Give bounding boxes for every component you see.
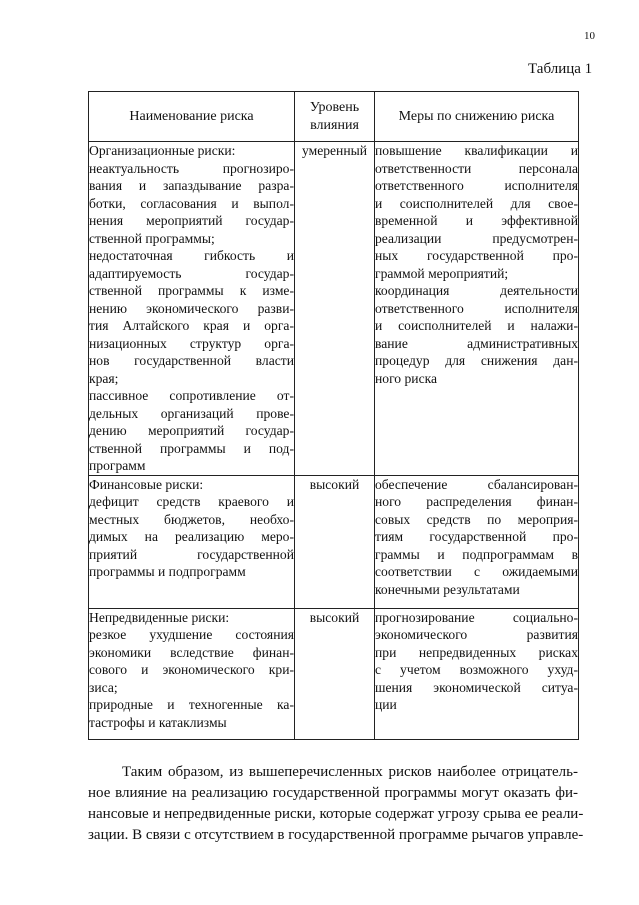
risk-name-line: адаптируемость государ- [89,265,294,281]
table-row [89,142,579,476]
risk-name-line: зиса; [89,679,118,695]
mitigation-measures-line: ответственного исполнителя [375,300,578,316]
mitigation-measures-line: экономического развития [375,627,578,642]
risk-name-line: ственной программы; [89,230,215,246]
risk-name-line: пассивное сопротивление от- [89,388,294,403]
risk-name-line: ственной программы и под- [89,440,294,456]
risk-name-line: Финансовые риски: [89,476,204,492]
risk-name-line: нения мероприятий государ- [89,213,294,228]
risk-name-line: димых на реализацию меро- [89,529,294,544]
table-row [89,608,579,739]
mitigation-measures-line: тиям государственной про- [375,529,578,544]
impact-level-cell [295,608,375,739]
risk-name-cell [89,475,295,608]
risk-name-line: сового и экономического кри- [89,662,294,677]
header-impact-level-line1: Уровень [309,99,360,115]
mitigation-measures-line: ного риска [375,370,438,386]
mitigation-measures-line: при непредвиденных рисках [375,644,578,660]
risk-table [88,91,579,740]
risk-name-line: местных бюджетов, необхо- [89,511,294,527]
mitigation-measures-line: с учетом возможного ухуд- [375,662,578,677]
header-impact-level [295,92,375,142]
header-risk-name-text: Наименование риска [129,108,254,124]
mitigation-measures-line: повышение квалификации и [375,143,578,158]
mitigation-measures-line: ции [375,697,397,712]
risk-name-line: вания и запаздывание разра- [89,178,294,193]
mitigation-measures-line: ных государственной про- [375,248,578,263]
mitigation-measures-line: шения экономической ситуа- [375,679,578,695]
risk-name-line: ботки, согласования и выпол- [89,195,294,211]
table-caption: Таблица 1 [528,61,593,77]
mitigation-measures-line: ответственности персонала [375,160,578,176]
risk-name-line: экономики вследствие финан- [89,644,294,660]
impact-level-value: высокий [309,476,360,492]
risk-name-line: ственной программы к изме- [89,283,294,298]
risk-name-line: дению мероприятий государ- [89,423,294,438]
risk-name-line: природные и техногенные ка- [89,697,294,712]
mitigation-measures-line: граммой мероприятий; [375,265,509,281]
risk-name-cell [89,608,295,739]
summary-paragraph [88,762,584,846]
mitigation-measures-line: соответствии с ожидаемыми [375,564,578,579]
risk-name-line: программ [89,458,146,473]
risk-name-line: нов государственной власти [89,353,294,368]
mitigation-measures-line: конечными результатами [375,581,520,597]
mitigation-measures-line: совых средств по мероприя- [375,511,578,527]
mitigation-measures-line: обеспечение сбалансирован- [375,476,578,492]
risk-name-line: неактуальность прогнозиро- [89,160,294,176]
mitigation-measures-line: временной и эффективной [375,213,578,228]
mitigation-measures-line: граммы и подпрограммам в [375,546,578,562]
risk-name-line: низационных структур орга- [89,335,294,351]
paragraph-line: зации. В связи с отсутствием в государственной программе рычагов управле- [88,827,584,843]
mitigation-measures-cell [375,608,579,739]
mitigation-measures-line: реализации предусмотрен- [375,230,578,246]
risk-name-line: Непредвиденные риски: [89,609,230,625]
paragraph-line: ное влияние на реализацию государственной программы могут оказать фи- [88,785,578,801]
mitigation-measures-line: и соисполнителей для свое- [375,195,578,211]
impact-level-cell [295,475,375,608]
risk-name-line: дефицит средств краевого и [89,494,294,509]
table-row [89,475,579,608]
risk-name-line: тия Алтайского края и орга- [89,318,294,333]
risk-name-line: недостаточная гибкость и [89,248,294,263]
risk-name-line: приятий государственной [89,546,294,562]
mitigation-measures-line: и соисполнителей и налажи- [375,318,578,333]
mitigation-measures-cell [375,142,579,476]
risk-name-line: нению экономического разви- [89,300,294,316]
paragraph-line: Таким образом, из вышеперечисленных рисков наиболее отрицатель- [122,764,578,780]
risk-name-line: тастрофы и катаклизмы [89,714,227,730]
risk-name-line: края; [89,370,119,386]
impact-level-cell [295,142,375,476]
mitigation-measures-line: ответственного исполнителя [375,178,578,193]
header-mitigation-measures-text: Меры по снижению риска [398,108,555,124]
mitigation-measures-line: процедур для снижения дан- [375,353,578,368]
mitigation-measures-line: ного распределения финан- [375,494,578,509]
header-impact-level-line2: влияния [310,117,359,133]
risk-name-line: программы и подпрограмм [89,564,246,579]
mitigation-measures-cell [375,475,579,608]
page-number: 10 [584,30,595,42]
impact-level-value: высокий [309,609,360,625]
risk-name-cell [89,142,295,476]
risk-name-line: резкое ухудшение состояния [89,627,294,642]
risk-name-line: Организационные риски: [89,143,236,158]
impact-level-value: умеренный [301,143,368,158]
header-risk-name [89,92,295,142]
risk-name-line: дельных организаций прове- [89,405,294,421]
mitigation-measures-line: прогнозирование социально- [375,609,578,625]
paragraph-line: нансовые и непредвиденные риски, которые содержат угрозу срыва ее реали- [88,806,584,822]
mitigation-measures-line: вание административных [375,335,578,351]
header-mitigation-measures [375,92,579,142]
table-header-row [89,92,579,142]
mitigation-measures-line: координация деятельности [375,283,578,298]
